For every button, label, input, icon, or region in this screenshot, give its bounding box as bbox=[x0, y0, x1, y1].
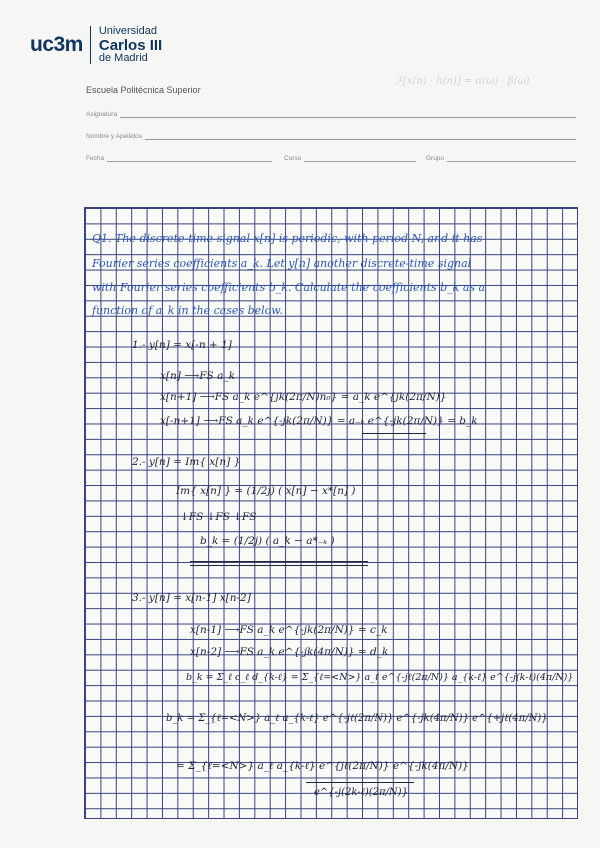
field-asignatura-label: Asignatura bbox=[86, 111, 118, 118]
part2-title: 2.- y[n] = Im{ x[n] } bbox=[132, 456, 241, 468]
logo-separator bbox=[90, 26, 91, 64]
field-asignatura bbox=[86, 110, 576, 118]
part1-title: 1.- y[n] = x[-n + 1] bbox=[132, 339, 232, 351]
problem-line-4: function of a_k in the cases below. bbox=[92, 304, 283, 317]
part2-row-3: b_k = (1/2j) ( a_k − a*₋ₖ ) bbox=[200, 535, 335, 547]
field-grupo-label: Grupo bbox=[426, 155, 445, 162]
field-curso bbox=[284, 154, 416, 162]
field-fecha-line bbox=[107, 154, 272, 162]
faint-scribble: ℱ[x(n) · h(n)] = α(ω) · β(ω) bbox=[395, 76, 530, 87]
part2-underline-2 bbox=[190, 565, 368, 566]
logo-mark: uc3m bbox=[30, 33, 83, 57]
logo-text bbox=[99, 26, 162, 65]
field-nombre-label: Nombre y Apellidos bbox=[86, 133, 142, 140]
part2-underline-1 bbox=[190, 561, 368, 562]
field-fecha-label: Fecha bbox=[86, 155, 105, 162]
field-curso-label: Curso bbox=[284, 155, 302, 162]
part1-row-2: x[n+1] ⟶FS a_k e^{jk(2π/N)n₀} = a_k e^{jk(2π/N)} bbox=[160, 391, 447, 403]
field-curso-line bbox=[304, 154, 416, 162]
part1-underline bbox=[362, 433, 426, 434]
part1-row-1: x[n] ⟶FS a_k bbox=[160, 370, 235, 382]
grid-paper bbox=[84, 207, 578, 819]
logo-line-2: Carlos III bbox=[98, 36, 163, 54]
part3-row-1: x[n-1] ⟶FS a_k e^{-jk(2π/N)} = c_k bbox=[190, 624, 388, 636]
part3-title: 3.- y[n] = x[n-1] x[n-2] bbox=[132, 592, 251, 604]
part3-fraction-bar bbox=[306, 782, 414, 783]
field-fecha bbox=[86, 154, 272, 162]
part3-row-4: b_k = Σ_{ℓ=<N>} a_ℓ a_{k-ℓ} e^{-jℓ(2π/N)} e^{-jk(4π/N)} e^{+jℓ(4π/N)} bbox=[166, 713, 548, 724]
university-logo bbox=[30, 26, 162, 65]
part3-row-2: x[n-2] ⟶FS a_k e^{-jk(4π/N)} = d_k bbox=[190, 646, 389, 658]
problem-line-2: Fourier series coefficients a_k. Let y[n] another discrete-time signal bbox=[92, 257, 472, 270]
part3-row-3: b_k = Σ_ℓ c_ℓ d_{k-ℓ} = Σ_{ℓ=<N>} a_ℓ e^{-jℓ(2π/N)} a_{k-ℓ} e^{-j(k-ℓ)(4π/N)} bbox=[186, 672, 574, 683]
logo-line-1: Universidad bbox=[98, 25, 157, 37]
part1-row-3: x[-n+1] ⟶FS a_k e^{-jk(2π/N)} = a₋ₖ e^{-jk(2π/N)} = b_k bbox=[160, 415, 478, 427]
field-grupo bbox=[426, 154, 576, 162]
part2-row-1: Im{ x[n] } = (1/2j) ( x[n] − x*[n] ) bbox=[176, 485, 356, 497]
problem-line-3: with Fourier series coefficients b_k. Calculate the coefficients b_k as a bbox=[92, 281, 486, 294]
school-name: Escuela Politécnica Superior bbox=[86, 85, 201, 95]
logo-line-3: de Madrid bbox=[98, 52, 148, 65]
problem-line-1: Q1. The discrete-time signal x[n] is periodic, with period N, and it has bbox=[92, 232, 483, 245]
field-asignatura-line bbox=[120, 110, 576, 118]
field-grupo-line bbox=[447, 154, 576, 162]
part3-row-5: = Σ_{ℓ=<N>} a_ℓ a_{k-ℓ} e^{jℓ(2π/N)} e^{-jk(4π/N)} bbox=[176, 760, 469, 772]
field-nombre-line bbox=[145, 132, 576, 140]
part3-row-6: e^{-j(2k-ℓ)(2π/N)} bbox=[314, 787, 408, 798]
field-nombre bbox=[86, 132, 576, 140]
part2-row-2: ↓FS ↓FS ↓FS bbox=[180, 511, 257, 523]
